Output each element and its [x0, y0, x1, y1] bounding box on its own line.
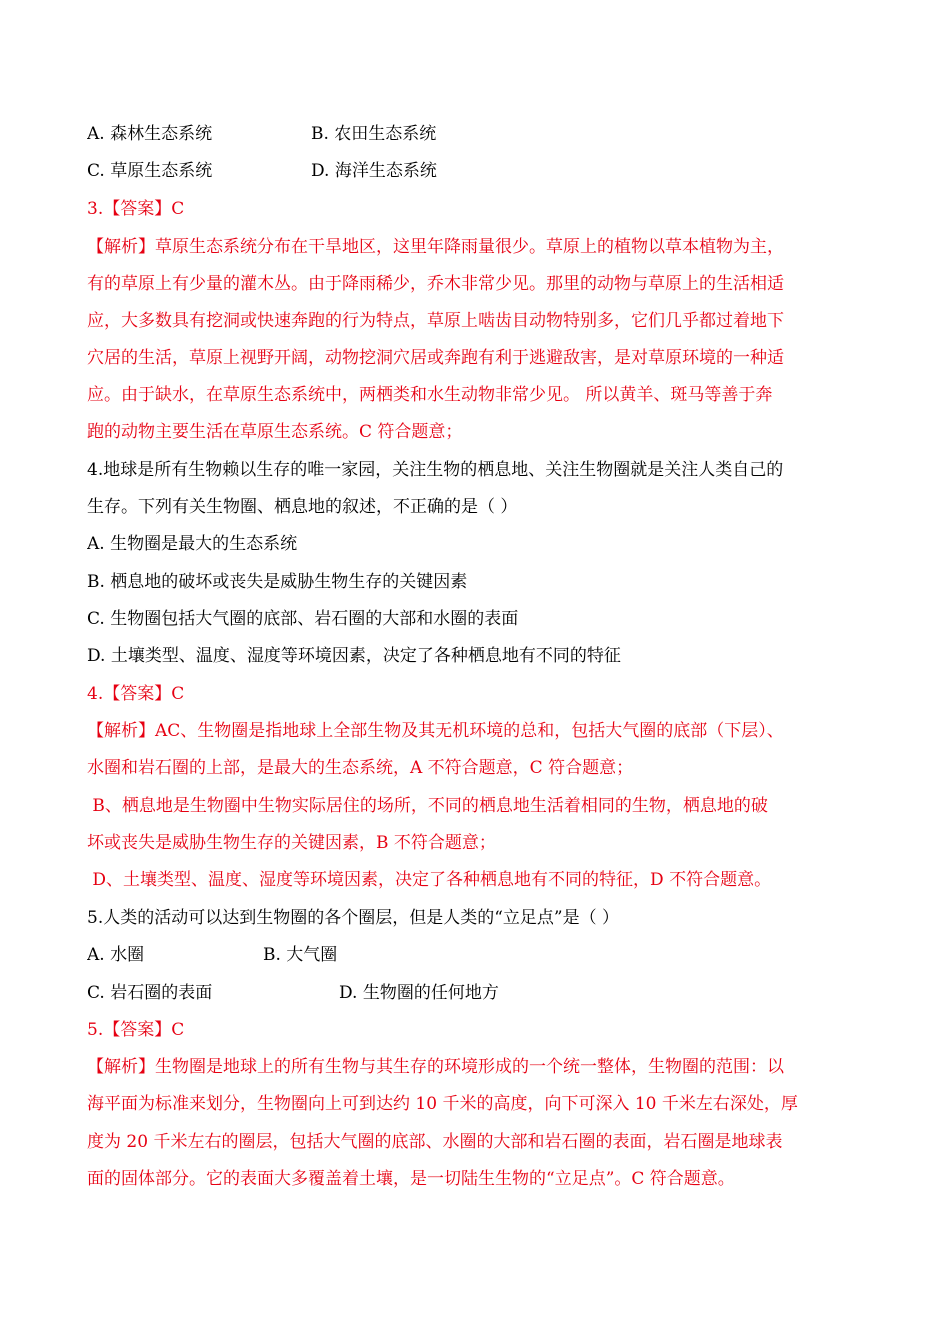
q5-option-b: B. 大气圈	[263, 945, 338, 965]
q5-option-a: A. 水圈	[87, 945, 145, 965]
q3-options-row2	[87, 159, 867, 183]
q3-options-row1	[87, 122, 867, 146]
q4-analysis-line: 水圈和岩石圈的上部，是最大的生态系统，A 不符合题意，C 符合题意；	[87, 758, 634, 778]
q4-analysis-line: 坏或丧失是威胁生物生存的关键因素，B 不符合题意；	[87, 833, 496, 853]
q3-option-d: D. 海洋生态系统	[311, 161, 437, 181]
q4-answer: 4.【答案】C	[87, 684, 185, 704]
q4-analysis-line: D、土壤类型、温度、湿度等环境因素，决定了各种栖息地有不同的特征，D 不符合题意。	[87, 870, 772, 890]
q5-option-d: D. 生物圈的任何地方	[339, 983, 499, 1003]
q5-analysis-line: 【解析】生物圈是地球上的所有生物与其生存的环境形成的一个统一整体，生物圈的范围：以	[87, 1057, 784, 1077]
q4-question-line: 4.地球是所有生物赖以生存的唯一家园，关注生物的栖息地、关注生物圈就是关注人类自己的	[87, 460, 784, 480]
q5-answer: 5.【答案】C	[87, 1020, 185, 1040]
q5-question: 5.人类的活动可以达到生物圈的各个圈层，但是人类的“立足点”是（ ）	[87, 908, 620, 928]
q4-analysis-line: B、栖息地是生物圈中生物实际居住的场所，不同的栖息地生活着相同的生物，栖息地的破	[87, 796, 768, 816]
q3-analysis-line: 跑的动物主要生活在草原生态系统。C 符合题意；	[87, 422, 463, 442]
q3-option-b: B. 农田生态系统	[311, 124, 437, 144]
q4-question-line: 生存。下列有关生物圈、栖息地的叙述，不正确的是（ ）	[87, 497, 518, 517]
q5-analysis-line: 面的固体部分。它的表面大多覆盖着土壤，是一切陆生生物的“立足点”。C 符合题意。	[87, 1169, 735, 1189]
q3-option-c: C. 草原生态系统	[87, 161, 213, 181]
q4-analysis-line: 【解析】AC、生物圈是指地球上全部生物及其无机环境的总和，包括大气圈的底部（下层）、	[87, 721, 784, 741]
q3-option-a: A. 森林生态系统	[87, 124, 213, 144]
q5-options-row1	[87, 943, 867, 967]
q4-option-c: C. 生物圈包括大气圈的底部、岩石圈的大部和水圈的表面	[87, 609, 519, 629]
q5-options-row2	[87, 981, 867, 1005]
q3-analysis-line: 应，大多数具有挖洞或快速奔跑的行为特点，草原上啮齿目动物特别多，它们几乎都过着地下	[87, 311, 784, 331]
q3-analysis-line: 应。由于缺水，在草原生态系统中，两栖类和水生动物非常少见。 所以黄羊、斑马等善于奔	[87, 385, 773, 405]
q3-analysis-line: 【解析】草原生态系统分布在干旱地区，这里年降雨量很少。草原上的植物以草本植物为主，	[87, 237, 784, 257]
q5-option-c: C. 岩石圈的表面	[87, 983, 213, 1003]
q3-analysis-line: 有的草原上有少量的灌木丛。由于降雨稀少，乔木非常少见。那里的动物与草原上的生活相适	[87, 274, 784, 294]
q5-analysis-line: 海平面为标准来划分，生物圈向上可到达约 10 千米的高度，向下可深入 10 千米左右深处，厚	[87, 1094, 798, 1114]
q3-analysis-line: 穴居的生活，草原上视野开阔，动物挖洞穴居或奔跑有利于逃避敌害，是对草原环境的一种适	[87, 348, 784, 368]
q4-option-b: B. 栖息地的破坏或丧失是威胁生物生存的关键因素	[87, 572, 468, 592]
q3-answer: 3.【答案】C	[87, 199, 185, 219]
q4-option-d: D. 土壤类型、温度、湿度等环境因素，决定了各种栖息地有不同的特征	[87, 646, 621, 666]
q4-option-a: A. 生物圈是最大的生态系统	[87, 534, 298, 554]
q5-analysis-line: 度为 20 千米左右的圈层，包括大气圈的底部、水圈的大部和岩石圈的表面，岩石圈是地球表	[87, 1132, 783, 1152]
